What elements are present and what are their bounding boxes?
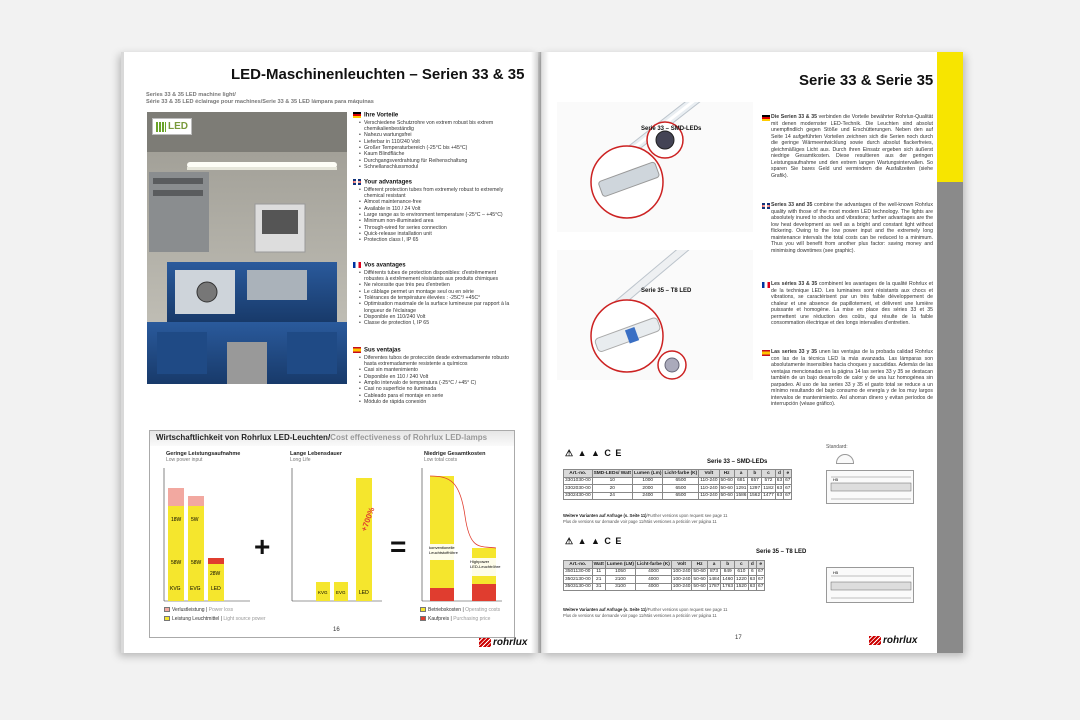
- svg-text:konventionelle: konventionelle: [429, 545, 455, 550]
- page-title-right: Serie 33 & Serie 35: [799, 72, 934, 89]
- svg-text:Leuchtstoffröhre: Leuchtstoffröhre: [429, 550, 458, 555]
- svg-text:5W: 5W: [191, 517, 199, 523]
- plus-sign: +: [254, 531, 271, 562]
- description-fr: Les séries 33 & 35 combinent les avantages de la qualité Rohrlux et de la technique LED. Les luminaires sont résistants aux chocs et vibrations, se caractérisent par un très faible développement de chaleur et une absence de papillotement, et délivrent une lumière puissante et homogène. La mise en place des séries 33 et 35 permettent une réduction des coûts, qui résulte de la faible consommation électrique et des longs intervalles d'entretien.: [771, 281, 933, 327]
- panel2-subtitle: Long Life: [290, 457, 311, 463]
- page-title: LED-Maschinenleuchten – Serien 33 & 35: [231, 66, 525, 83]
- rohrlux-logo-right: rohrlux: [869, 635, 917, 646]
- svg-text:58W: 58W: [191, 560, 202, 566]
- spanish-flag-icon: [353, 347, 361, 353]
- bar-life-led: [356, 478, 372, 601]
- svg-text:LED: LED: [211, 586, 221, 592]
- svg-text:Highpower: Highpower: [470, 559, 490, 564]
- serie33-photo: [557, 102, 753, 232]
- standard-label: Standard:: [826, 444, 848, 450]
- panel2-title: Lange Lebensdauer: [290, 451, 342, 457]
- page-edge: [121, 52, 124, 653]
- table-row: 3301030-00 10 1000 6500 110-240 50-60 681 657 572 63 67: [565, 478, 791, 484]
- serie35-dimension-drawing: [826, 567, 914, 603]
- german-flag-icon: [353, 112, 361, 118]
- table-row: 3503130-00 31 3100 4000 100-240 50-60 1787 1763 1520 63 67: [565, 584, 764, 590]
- description-en: Series 33 and 35 combine the advantages of the well-known Rohrlux quality with those of the most modern LED technology. The lights are absolutely inured to shocks and vibrations; further advantages are the low heat development as well as a bright and constant light without flickering. Owing to the low power input and the extremely long maintenance intervals the total costs can be reduced to a minimum. Thus you will benefit from another plus factor: saving money and minimising downtimes (see graphic).: [771, 202, 933, 254]
- page-number-right: 17: [735, 635, 742, 641]
- svg-text:EVG: EVG: [190, 586, 201, 592]
- table-row: 3302030-00 20 2000 6500 110-240 50-60 1291 1297 1182 63 67: [565, 485, 791, 491]
- svg-text:LED: LED: [359, 590, 369, 596]
- bar-evg-loss: [188, 496, 204, 506]
- advantages-es: Sus ventajas • Diferentes tubos de protección desde extremadamente robusto hasta extremadamente resistente a químicos • Casi sin mantenimiento • Disponible en 110 / 240 Volt • Amplio intervalo de temperatura (-25°C / +45° C) • Casi no superficie no iluminada • Cableado para el montaje en serie • Módulo de rápida conexión: [353, 347, 513, 405]
- advantages-fr: Vos avantages • Différents tubes de protection disponibles: d'extrêmement robustes à extrêmement résistants aux produits chimiques • Ne nécessite que très peu d'entretien • Le câblage permet un montage seul ou en série • Tolérances de température élevées : -25C°/ +45C° • Optimisation maximale de la surface lumineuse par rapport à la longueur de l'éclairage • Disponible en 110/240 Volt • Classe de protection I, IP 65: [353, 262, 513, 327]
- led-badge: LED: [152, 118, 192, 135]
- right-page: [541, 52, 963, 653]
- grey-edge-tab: [937, 182, 963, 653]
- uk-flag-icon: [762, 203, 770, 209]
- yellow-edge-tab: [937, 52, 963, 182]
- svg-text:LED-Leuchtröhre: LED-Leuchtröhre: [470, 564, 501, 569]
- table35-note: Weitere Varianten auf Anfrage (s. Seite 11)/Further versions upon request see page 11 Plus de versions sur demande voir page 11/Más versiones a petición ver página 11: [563, 607, 728, 618]
- advantages-de: Ihre Vorteile • Verschiedene Schutzrohre von extrem robust bis extrem chemikalienbeständig • Nahezu wartungsfrei • Lieferbar in 110/240 Volt • Großer Temperaturbereich (-25°C bis +45°C) • Kaum Blindfläche • Durchgangsverdrahtung für Reihenschaltung • Schnellanschlussmodul: [353, 112, 513, 170]
- description-de: Die Serien 33 & 35 verbinden die Vorteile bewährter Rohrlux-Qualität mit denen modernster LED-Technik. Die Leuchten sind absolut unempfindlich gegen Stöße und Erschütterungen. Neben den auf Seite 14 aufgeführten Vorteilen zeichnen sich die Serien noch durch die geringe Wärmeentwicklung sowie durch absolut flackerfreies, gleichmäßiges Licht aus. Durch ihren Einsatz ergeben sich äußerst niedrige Gesamtkosten. Diese resultieren aus der geringen Leistungsaufnahme und den extrem langen Wartungsintervallen. So sparen Sie bares Geld und vermindern die Ausfallzeiten (siehe Grafik).: [771, 114, 933, 179]
- table-row: 3502130-00 21 2100 4000 100-240 50-60 1484 1460 1220 63 67: [565, 576, 764, 582]
- legend-purchase-price: Kaufpreis | Purchasing price: [420, 616, 490, 622]
- rohrlux-mark-icon: [479, 638, 491, 647]
- svg-text:58W: 58W: [171, 560, 182, 566]
- left-page: [121, 52, 538, 653]
- page-subtitle: Series 33 & 35 LED machine light/ Série 33 & 35 LED éclairage pour machines/Serie 33 & 35 LED lámpara para máquinas: [146, 92, 374, 105]
- svg-text:EVG: EVG: [336, 590, 346, 595]
- cost-effectiveness-chart: [149, 430, 515, 638]
- german-flag-icon: [762, 115, 770, 121]
- svg-text:KVG: KVG: [170, 586, 181, 592]
- percent-label: +700%: [359, 505, 377, 533]
- serie35-label: Serie 35 – T8 LED: [641, 288, 692, 294]
- panel1-subtitle: Low power input: [166, 457, 203, 463]
- table35-title: Serie 35 – T8 LED: [756, 549, 807, 555]
- panel1-title: Geringe Leistungsaufnahme: [166, 451, 241, 457]
- bar-led-power: [208, 564, 224, 601]
- panel3-title: Niedrige Gesamtkosten: [424, 451, 486, 457]
- uk-flag-icon: [353, 179, 361, 185]
- rohrlux-mark-icon: [869, 636, 881, 645]
- table-row: 3302430-00 24 2400 6500 110-240 50-60 1586 1562 1477 63 67: [565, 493, 791, 499]
- serie35-photo: [557, 250, 753, 380]
- bar-led-loss: [208, 558, 224, 564]
- svg-text:H5: H5: [833, 570, 839, 575]
- bar-total-conv-operating: [430, 476, 454, 588]
- panel3-subtitle: Low total costs: [424, 457, 458, 463]
- legend-light-source: Leistung Leuchtmittel | Light source power: [164, 616, 266, 622]
- certification-marks-35: ⚠ ▲ ▲ C E: [565, 536, 623, 546]
- serie33-dimension-drawing: [826, 470, 914, 504]
- svg-text:28W: 28W: [210, 571, 221, 577]
- table33-title: Serie 33 – SMD-LEDs: [707, 459, 768, 465]
- serie33-spec-table: Art.-no. SMD-LEDs/ Watt Lumen (Lm) Licht-farbe (K) Volt Hz a b c d e 3301030-00 10 1000 6500 110-240 50-60 681 657 572 63 67 3302030-00 20 2000 6500 110-240 50-60 1291 1297 1182 63 67 3302430-00 24 2400 6500 110-240 50-60 1586 1562 1477 63 67: [565, 470, 791, 499]
- description-es: Las series 33 y 35 unen las ventajas de la probada calidad Rohrlux con las de la técnica LED la más avanzada. Las lámparas son absolutamente insensibles hacia choques y sacudidas. Además de las ventajas mencionadas en la página 14 las series 33 y 35 se destacan también de un bajo desarrollo de calor y de una luz homogénea sin parpadeo. Al uso de las series 33 y 35 el gasto total se reduce a un mínimo resultando del bajo consumo de energía y de los muy largos intervalos de mantenimiento. Así ahorran dinero y evitan períodos de interrupción (véase gráfico).: [771, 349, 933, 408]
- rohrlux-logo-left: rohrlux: [479, 637, 527, 648]
- advantages-en: Your advantages • Different protection tubes from extremely robust to extremely chemical resistant • Almost maintenance-free • Available in 110 / 24 Volt • Large range as to environment temperature (-25°C – +45°C) • Minimum non-illuminated area • Through-wired for series connection • Quick-release installation unit • Protection class I, IP 65: [353, 179, 513, 244]
- french-flag-icon: [762, 282, 770, 288]
- bar-kvg-loss: [168, 488, 184, 506]
- svg-text:18W: 18W: [171, 517, 182, 523]
- led-grid-icon: [156, 122, 166, 132]
- svg-text:KVG: KVG: [318, 590, 328, 595]
- french-flag-icon: [353, 262, 361, 268]
- bar-total-led-price: [472, 584, 496, 601]
- machine-photo: [147, 112, 347, 384]
- bar-total-conv-price: [430, 588, 454, 601]
- serie33-label: Serie 33 – SMD-LEDs: [641, 126, 702, 132]
- svg-text:H5: H5: [833, 477, 839, 482]
- spanish-flag-icon: [762, 350, 770, 356]
- profile-drawing-icon: [836, 454, 854, 464]
- page-number-left: 16: [333, 627, 340, 633]
- serie35-spec-table: Art.-no. Watt Lumen (LM) Licht-farbe (K) Volt Hz a b c d e 3501130-00 11 1050 4000 100-240 50-60 873 849 610 6 67 3502130-00 21 2100 4000 100-240 50-60 1484 1460 1220 63 67 3503130-00 31 3100 4000 100-240 50-60 1787 1763 1520 63 67: [565, 561, 764, 590]
- table-row: 3501130-00 11 1050 4000 100-240 50-60 873 849 610 6 67: [565, 569, 764, 575]
- legend-operating-costs: Betriebskosten | Operating costs: [420, 607, 500, 613]
- certification-marks-33: ⚠ ▲ ▲ C E: [565, 448, 623, 458]
- legend-power-loss: Verlustleistung | Power loss: [164, 607, 233, 613]
- chart-title: Wirtschaftlichkeit von Rohrlux LED-Leuchten/Cost effectiveness of Rohrlux LED-lamps: [150, 431, 514, 446]
- equals-sign: =: [390, 531, 407, 562]
- table33-note: Weitere Varianten auf Anfrage (s. Seite 11)/Further versions upon request see page 11 Plus de versions sur demande voir page 11/Más versiones a petición ver página 11: [563, 513, 728, 524]
